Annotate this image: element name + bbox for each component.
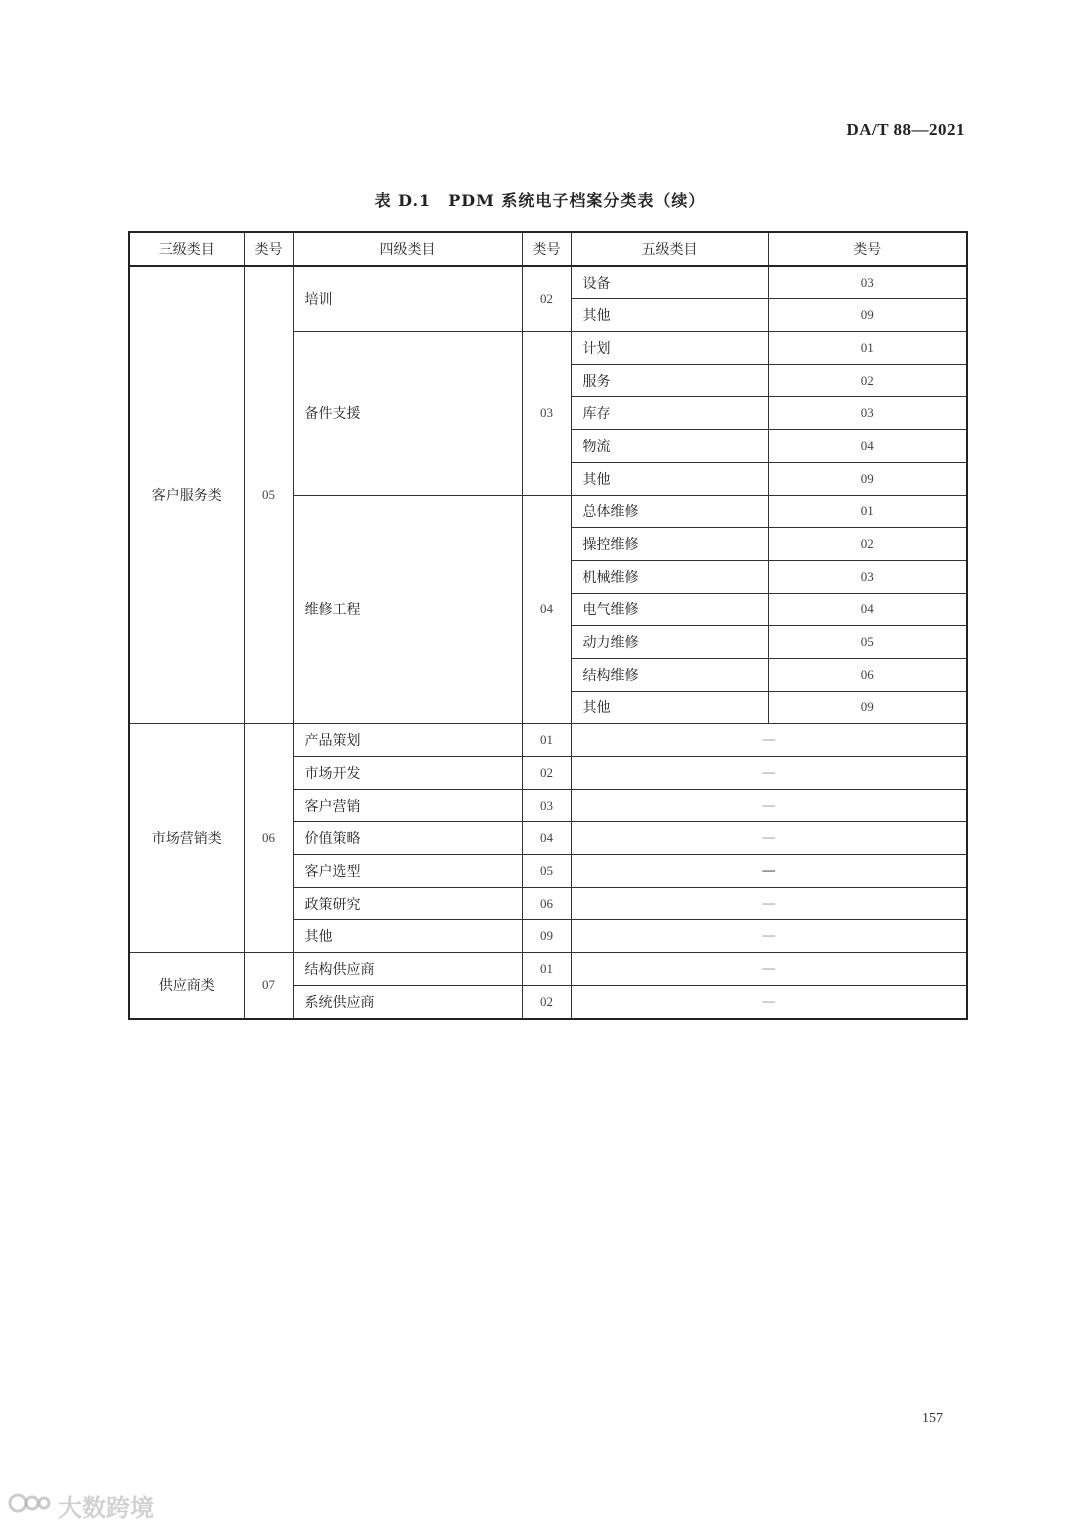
level4-name: 市场开发 [293, 757, 522, 790]
level5-name: 库存 [571, 397, 768, 430]
header-level3: 三级类目 [129, 232, 244, 266]
level5-name: 结构维修 [571, 658, 768, 691]
level5-code: 03 [768, 397, 967, 430]
level5-name: 机械维修 [571, 560, 768, 593]
table-row [129, 266, 967, 299]
logo-icon [8, 1490, 52, 1522]
level5-name: 其他 [571, 462, 768, 495]
level5-name: 其他 [571, 299, 768, 332]
level4-name: 其他 [293, 920, 522, 953]
level4-name: 政策研究 [293, 887, 522, 920]
level4-name: 客户营销 [293, 789, 522, 822]
level5-name: 设备 [571, 266, 768, 299]
level4-name: 产品策划 [293, 724, 522, 757]
level5-code: 03 [768, 560, 967, 593]
level5-code: 09 [768, 462, 967, 495]
watermark-text: 大数跨境 [58, 1494, 154, 1522]
empty-level5: — [571, 985, 967, 1018]
level3-name: 客户服务类 [129, 266, 244, 724]
level5-name: 动力维修 [571, 626, 768, 659]
header-level5: 五级类目 [571, 232, 768, 266]
empty-level5: — [571, 953, 967, 986]
level5-code: 09 [768, 299, 967, 332]
empty-level5: — [571, 920, 967, 953]
header-level5-code: 类号 [768, 232, 967, 266]
empty-level5: — [571, 724, 967, 757]
level4-code: 01 [522, 953, 571, 986]
level4-code: 04 [522, 822, 571, 855]
level4-code: 03 [522, 789, 571, 822]
level4-code: 03 [522, 332, 571, 495]
empty-level5: — [571, 789, 967, 822]
table-row [129, 724, 967, 757]
level5-code: 02 [768, 364, 967, 397]
level5-code: 04 [768, 430, 967, 463]
empty-level5: — [571, 855, 967, 888]
level5-code: 06 [768, 658, 967, 691]
level4-code: 09 [522, 920, 571, 953]
page-number: 157 [922, 1411, 943, 1426]
level5-name: 服务 [571, 364, 768, 397]
level4-name: 结构供应商 [293, 953, 522, 986]
level4-name: 价值策略 [293, 822, 522, 855]
level4-code: 06 [522, 887, 571, 920]
level4-name: 培训 [293, 266, 522, 332]
level4-name: 备件支援 [293, 332, 522, 495]
level4-code: 02 [522, 266, 571, 332]
watermark [8, 1488, 154, 1523]
header-level3-code: 类号 [244, 232, 293, 266]
level5-code: 05 [768, 626, 967, 659]
header-level4-code: 类号 [522, 232, 571, 266]
empty-level5: — [571, 887, 967, 920]
level4-code: 01 [522, 724, 571, 757]
level4-name: 客户选型 [293, 855, 522, 888]
level4-code: 04 [522, 495, 571, 724]
level4-code: 05 [522, 855, 571, 888]
level5-name: 操控维修 [571, 528, 768, 561]
level5-name: 总体维修 [571, 495, 768, 528]
standard-code: DA/T 88—2021 [846, 120, 965, 139]
level4-code: 02 [522, 757, 571, 790]
level4-name: 维修工程 [293, 495, 522, 724]
level5-code: 04 [768, 593, 967, 626]
level5-code: 09 [768, 691, 967, 724]
empty-level5: — [571, 757, 967, 790]
level5-code: 01 [768, 495, 967, 528]
level5-code: 01 [768, 332, 967, 365]
level3-code: 05 [244, 266, 293, 724]
level5-name: 物流 [571, 430, 768, 463]
level5-name: 计划 [571, 332, 768, 365]
table-title: 表 D.1 PDM 系统电子档案分类表（续） [374, 191, 706, 210]
empty-level5: — [571, 822, 967, 855]
header-level4: 四级类目 [293, 232, 522, 266]
level5-name: 电气维修 [571, 593, 768, 626]
level3-code: 07 [244, 953, 293, 1019]
level3-name: 供应商类 [129, 953, 244, 1019]
classification-table [128, 231, 968, 1020]
level5-name: 其他 [571, 691, 768, 724]
table-header-row [129, 232, 967, 266]
level4-name: 系统供应商 [293, 985, 522, 1018]
level5-code: 02 [768, 528, 967, 561]
level5-code: 03 [768, 266, 967, 299]
level3-name: 市场营销类 [129, 724, 244, 953]
level3-code: 06 [244, 724, 293, 953]
table-row [129, 953, 967, 986]
level4-code: 02 [522, 985, 571, 1018]
